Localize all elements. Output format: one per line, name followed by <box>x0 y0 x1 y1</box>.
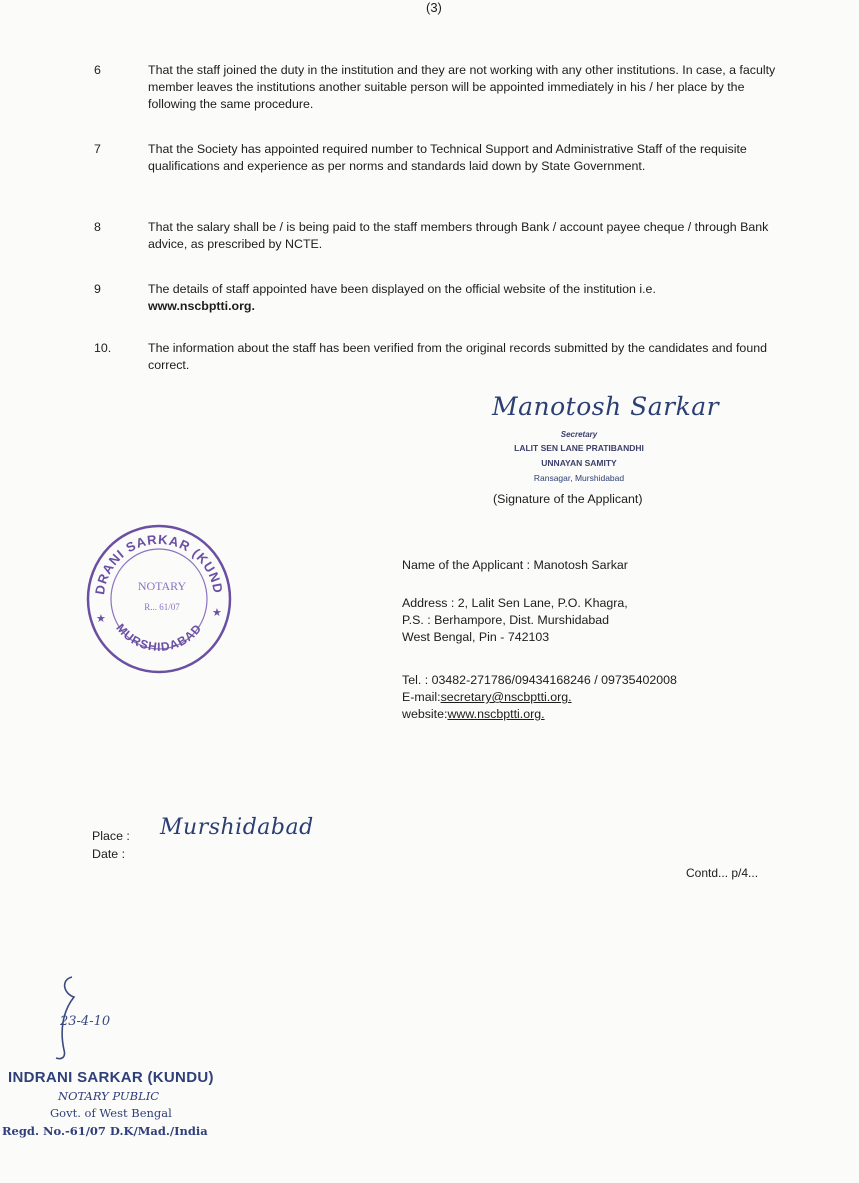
address-line: Address : 2, Lalit Sen Lane, P.O. Khagra, <box>402 596 628 610</box>
item-number: 8 <box>94 220 101 234</box>
notary-seal <box>86 524 232 674</box>
stamp-org-line2: UNNAYAN SAMITY <box>541 458 617 468</box>
email-link[interactable]: secretary@nscbptti.org. <box>440 690 572 704</box>
address-line: P.S. : Berhampore, Dist. Murshidabad <box>402 613 610 627</box>
continued-note: Contd... p/4... <box>686 866 759 880</box>
website-bold: www.nscbptti.org. <box>148 299 255 314</box>
stamp-org-line1: LALIT SEN LANE PRATIBANDHI <box>514 443 644 453</box>
item-text-main: The details of staff appointed have been displayed on the official website of the institution i.e. <box>148 282 656 296</box>
svg-text:★: ★ <box>212 607 222 619</box>
page-number: (3) <box>426 0 442 15</box>
list-item <box>94 62 794 116</box>
email-line <box>402 689 572 706</box>
list-item <box>94 281 794 317</box>
seal-icon <box>86 524 232 674</box>
stamp-title: Secretary <box>560 430 598 439</box>
notary-govt: Govt. of West Bengal <box>50 1106 172 1120</box>
place-handwritten: Murshidabad <box>160 815 314 840</box>
website-line <box>402 706 545 723</box>
notary-title: NOTARY PUBLIC <box>58 1089 160 1103</box>
item-number: 9 <box>94 282 101 296</box>
item-text: The information about the staff has been verified from the original records submitted by the candidates and found correct. <box>148 341 767 373</box>
seal-bottom-text: MURSHIDABAD <box>113 620 205 655</box>
notary-date-handwritten: 23-4-10 <box>60 1014 111 1029</box>
applicant-name: Name of the Applicant : Manotosh Sarkar <box>402 558 628 572</box>
item-number: 10. <box>94 341 112 355</box>
item-text <box>148 281 788 315</box>
stamp-place: Ransagar, Murshidabad <box>533 473 625 483</box>
item-text: That the Society has appointed required number to Technical Support and Administrative Staff of the requisite qualifications and experience as per norms and standards laid down by State Government. <box>148 142 747 174</box>
list-item <box>94 340 794 376</box>
list-item <box>94 141 794 195</box>
date-label: Date : <box>92 847 126 861</box>
item-text: That the salary shall be / is being paid to the staff members through Bank / account payee cheque / through Bank advice, as prescribed by NCTE. <box>148 220 769 252</box>
item-number: 7 <box>94 142 101 156</box>
notary-name: INDRANI SARKAR (KUNDU) <box>8 1069 214 1086</box>
seal-reg-text: R... 61/07 <box>144 602 180 612</box>
place-label: Place : <box>92 829 130 843</box>
website-link[interactable]: www.nscbptti.org. <box>447 707 545 721</box>
svg-text:★: ★ <box>96 613 106 625</box>
svg-text:MURSHIDABAD <box>113 621 204 654</box>
item-text: That the staff joined the duty in the institution and they are not working with any other institutions. In case, a faculty member leaves the institutions another suitable person will be appointed immediately in his / her place by the following the same procedure. <box>148 63 776 112</box>
email-label: E-mail: <box>402 690 441 704</box>
website-label: website: <box>402 707 448 721</box>
notary-regd: Regd. No.-61/07 D.K/Mad./India <box>2 1124 208 1138</box>
seal-center-text: NOTARY <box>137 579 187 593</box>
item-number: 6 <box>94 63 101 77</box>
list-item <box>94 219 794 255</box>
telephone-line: Tel. : 03482-271786/09434168246 / 09735402008 <box>402 673 677 687</box>
signature-caption: (Signature of the Applicant) <box>493 492 643 506</box>
handwritten-signature: Manotosh Sarkar <box>492 392 720 421</box>
address-line: West Bengal, Pin - 742103 <box>402 630 550 644</box>
seal-top-text: DRANI SARKAR (KUND <box>92 531 226 596</box>
